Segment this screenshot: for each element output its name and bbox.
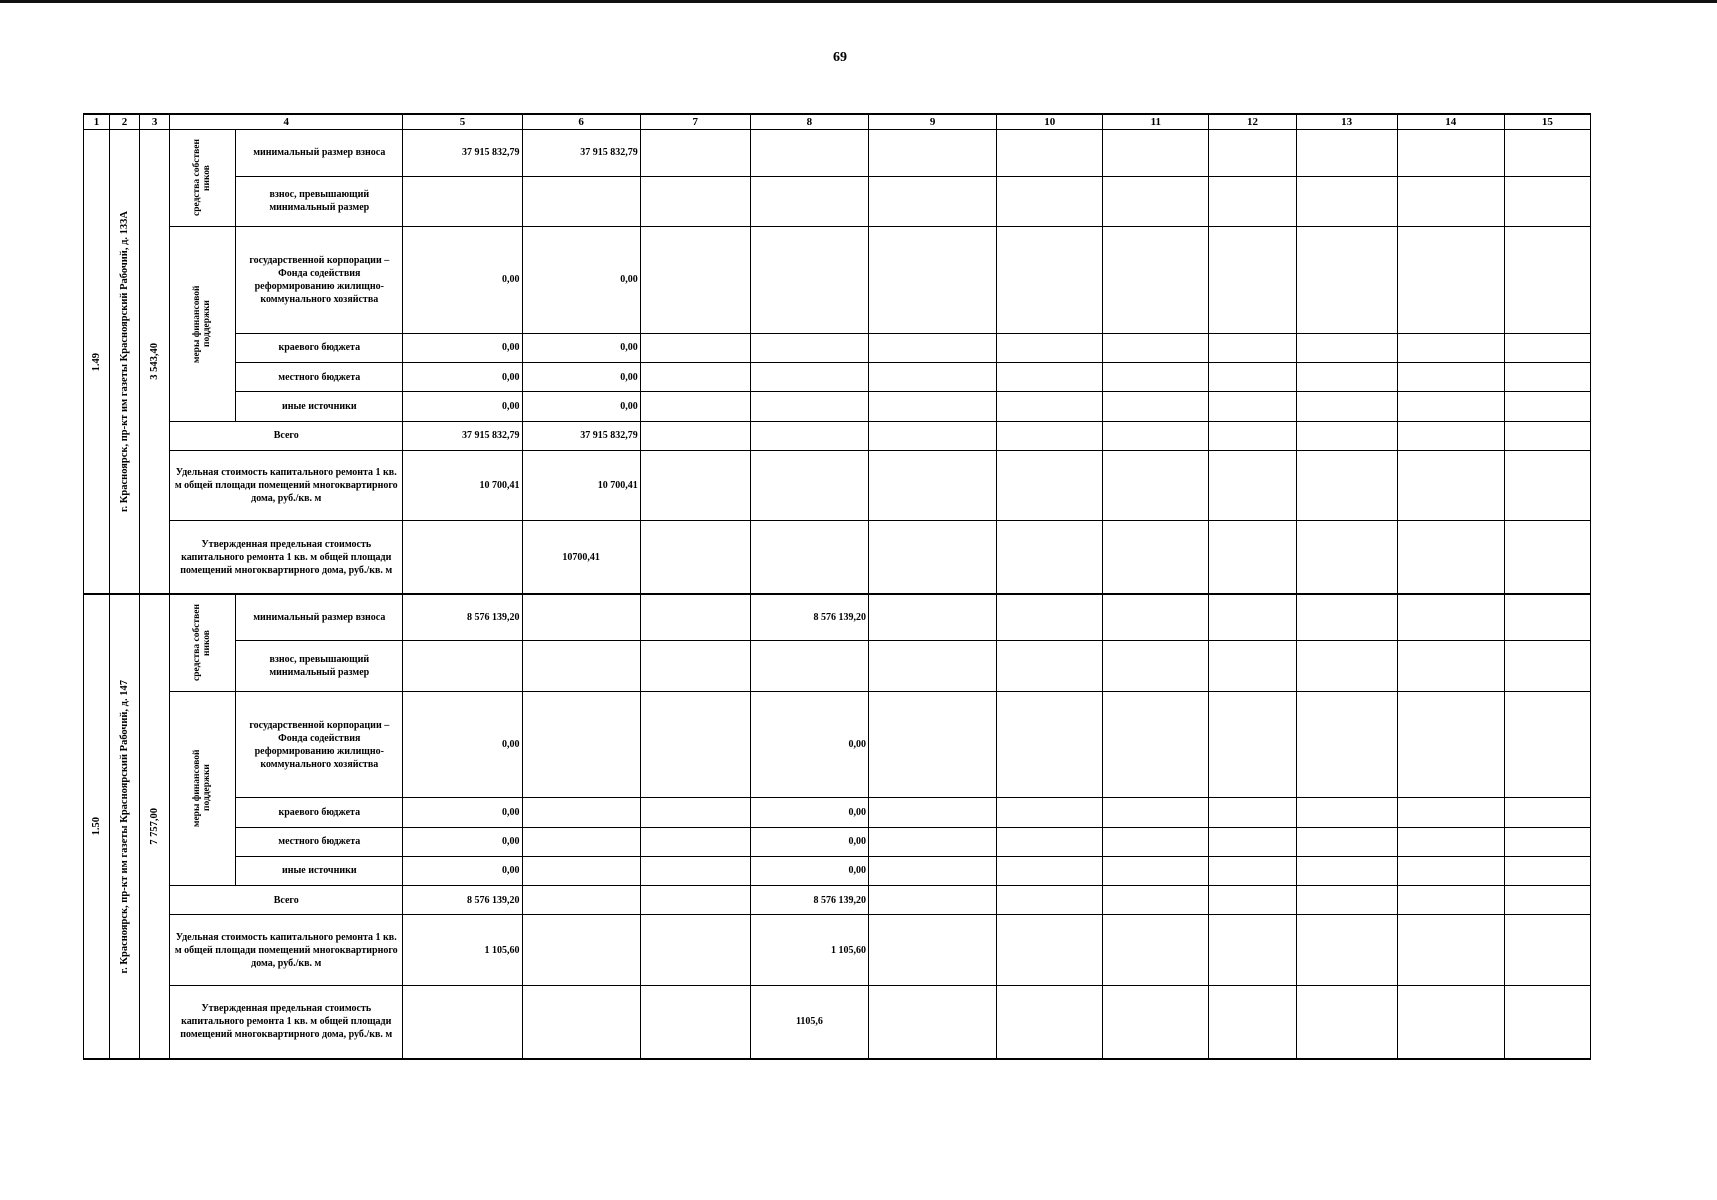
area-cell	[140, 130, 170, 595]
value-cell-col12	[1209, 450, 1296, 521]
value-cell-col10	[997, 915, 1103, 986]
row-label-local: местного бюджета	[236, 363, 403, 392]
value-cell-col5: 0,00	[403, 227, 522, 334]
value-cell-col14	[1397, 521, 1504, 595]
support-measures-group-text: меры финансовой поддержки	[191, 285, 212, 363]
col-header: 13	[1296, 114, 1397, 130]
value-cell-col10	[997, 827, 1103, 856]
value-cell-col13	[1296, 450, 1397, 521]
value-cell-col13	[1296, 886, 1397, 915]
row-label-fund: государственной корпорации – Фонда содействия реформированию жилищно-коммунального хозяйства	[236, 227, 403, 334]
value-cell-col7	[640, 691, 750, 798]
value-cell-col9	[869, 691, 997, 798]
value-cell-col14	[1397, 886, 1504, 915]
table-row	[84, 641, 1591, 691]
table-row	[84, 886, 1591, 915]
value-cell-col6: 10700,41	[522, 521, 640, 595]
value-cell-col10	[997, 594, 1103, 640]
col-header: 12	[1209, 114, 1296, 130]
support-measures-group	[170, 227, 236, 421]
value-cell-col15	[1504, 363, 1590, 392]
area-cell	[140, 594, 170, 1059]
value-cell-col5: 0,00	[403, 392, 522, 421]
value-cell-col12	[1209, 521, 1296, 595]
value-cell-col6	[522, 886, 640, 915]
col-header: 8	[750, 114, 868, 130]
value-cell-col5	[403, 176, 522, 226]
value-cell-col9	[869, 985, 997, 1059]
page-top-border	[0, 0, 1717, 3]
value-cell-col11	[1103, 886, 1209, 915]
value-cell-col15	[1504, 521, 1590, 595]
value-cell-col9	[869, 827, 997, 856]
capital-repair-table	[83, 113, 1591, 1060]
table-row	[84, 450, 1591, 521]
value-cell-col9	[869, 333, 997, 362]
value-cell-col6	[522, 985, 640, 1059]
value-cell-col11	[1103, 227, 1209, 334]
support-measures-group-text: меры финансовой поддержки	[191, 749, 212, 828]
value-cell-col8	[750, 521, 868, 595]
value-cell-col8	[750, 130, 868, 176]
row-label-other: иные источники	[236, 392, 403, 421]
table-row	[84, 985, 1591, 1059]
value-cell-col15	[1504, 827, 1590, 856]
value-cell-col12	[1209, 130, 1296, 176]
col-header: 15	[1504, 114, 1590, 130]
value-cell-col10	[997, 450, 1103, 521]
row-number	[84, 130, 110, 595]
value-cell-col8: 0,00	[750, 827, 868, 856]
value-cell-col14	[1397, 130, 1504, 176]
address-cell-text: г. Красноярск, пр-кт им газеты Красноярский Рабочий, д. 133А	[118, 211, 130, 513]
value-cell-col15	[1504, 886, 1590, 915]
value-cell-col7	[640, 594, 750, 640]
value-cell-col13	[1296, 691, 1397, 798]
value-cell-col14	[1397, 333, 1504, 362]
value-cell-col6	[522, 915, 640, 986]
value-cell-col6: 10 700,41	[522, 450, 640, 521]
value-cell-col12	[1209, 176, 1296, 226]
table-row	[84, 176, 1591, 226]
row-label-above-min: взнос, превышающий минимальный размер	[236, 176, 403, 226]
col-header: 14	[1397, 114, 1504, 130]
value-cell-col12	[1209, 641, 1296, 691]
value-cell-col5: 0,00	[403, 363, 522, 392]
value-cell-col8	[750, 392, 868, 421]
value-cell-col5: 10 700,41	[403, 450, 522, 521]
value-cell-col10	[997, 130, 1103, 176]
value-cell-col7	[640, 421, 750, 450]
col-header: 6	[522, 114, 640, 130]
value-cell-col15	[1504, 985, 1590, 1059]
value-cell-col12	[1209, 363, 1296, 392]
value-cell-col14	[1397, 798, 1504, 827]
row-label-above-min: взнос, превышающий минимальный размер	[236, 641, 403, 691]
value-cell-col15	[1504, 915, 1590, 986]
value-cell-col6: 0,00	[522, 392, 640, 421]
value-cell-col14	[1397, 691, 1504, 798]
value-cell-col7	[640, 392, 750, 421]
value-cell-col5	[403, 521, 522, 595]
value-cell-col6: 37 915 832,79	[522, 130, 640, 176]
col-header: 3	[140, 114, 170, 130]
address-cell-text: г. Красноярск, пр-кт им газеты Красноярский Рабочий, д. 147	[118, 679, 130, 974]
value-cell-col13	[1296, 915, 1397, 986]
table-row	[84, 856, 1591, 885]
value-cell-col8: 1105,6	[750, 985, 868, 1059]
row-label-unit-cost: Удельная стоимость капитального ремонта 1 кв. м общей площади помещений многоквартирного дома, руб./кв. м	[170, 450, 403, 521]
value-cell-col9	[869, 798, 997, 827]
value-cell-col8	[750, 450, 868, 521]
value-cell-col7	[640, 130, 750, 176]
value-cell-col12	[1209, 985, 1296, 1059]
value-cell-col11	[1103, 915, 1209, 986]
value-cell-col7	[640, 227, 750, 334]
value-cell-col5: 0,00	[403, 691, 522, 798]
value-cell-col8: 1 105,60	[750, 915, 868, 986]
value-cell-col14	[1397, 985, 1504, 1059]
value-cell-col9	[869, 176, 997, 226]
value-cell-col10	[997, 641, 1103, 691]
table-row	[84, 392, 1591, 421]
value-cell-col9	[869, 915, 997, 986]
value-cell-col14	[1397, 176, 1504, 226]
value-cell-col8: 0,00	[750, 798, 868, 827]
value-cell-col9	[869, 641, 997, 691]
value-cell-col5: 0,00	[403, 333, 522, 362]
value-cell-col14	[1397, 856, 1504, 885]
value-cell-col9	[869, 363, 997, 392]
value-cell-col6	[522, 827, 640, 856]
value-cell-col13	[1296, 130, 1397, 176]
value-cell-col8	[750, 641, 868, 691]
row-label-approved-cost: Утвержденная предельная стоимость капитального ремонта 1 кв. м общей площади помещений многоквартирного дома, руб./кв. м	[170, 985, 403, 1059]
col-header: 5	[403, 114, 522, 130]
value-cell-col7	[640, 985, 750, 1059]
value-cell-col9	[869, 421, 997, 450]
value-cell-col12	[1209, 333, 1296, 362]
value-cell-col15	[1504, 450, 1590, 521]
value-cell-col13	[1296, 827, 1397, 856]
value-cell-col9	[869, 594, 997, 640]
value-cell-col13	[1296, 363, 1397, 392]
value-cell-col13	[1296, 176, 1397, 226]
value-cell-col8	[750, 363, 868, 392]
value-cell-col13	[1296, 641, 1397, 691]
value-cell-col5: 8 576 139,20	[403, 886, 522, 915]
value-cell-col12	[1209, 856, 1296, 885]
value-cell-col5	[403, 641, 522, 691]
value-cell-col6: 0,00	[522, 227, 640, 334]
value-cell-col13	[1296, 392, 1397, 421]
value-cell-col13	[1296, 856, 1397, 885]
value-cell-col5: 37 915 832,79	[403, 130, 522, 176]
value-cell-col13	[1296, 521, 1397, 595]
value-cell-col10	[997, 363, 1103, 392]
value-cell-col11	[1103, 985, 1209, 1059]
support-measures-group	[170, 691, 236, 885]
value-cell-col5: 8 576 139,20	[403, 594, 522, 640]
value-cell-col11	[1103, 450, 1209, 521]
value-cell-col13	[1296, 985, 1397, 1059]
value-cell-col11	[1103, 333, 1209, 362]
value-cell-col7	[640, 827, 750, 856]
value-cell-col6	[522, 641, 640, 691]
value-cell-col15	[1504, 176, 1590, 226]
value-cell-col6: 0,00	[522, 363, 640, 392]
area-cell-text: 7 757,00	[148, 808, 160, 846]
col-header: 9	[869, 114, 997, 130]
value-cell-col11	[1103, 827, 1209, 856]
value-cell-col7	[640, 450, 750, 521]
value-cell-col12	[1209, 392, 1296, 421]
value-cell-col6	[522, 594, 640, 640]
value-cell-col7	[640, 641, 750, 691]
value-cell-col12	[1209, 886, 1296, 915]
page-number: 69	[833, 50, 847, 65]
value-cell-col7	[640, 915, 750, 986]
value-cell-col12	[1209, 594, 1296, 640]
value-cell-col11	[1103, 363, 1209, 392]
column-number-row	[84, 114, 1591, 130]
value-cell-col14	[1397, 594, 1504, 640]
value-cell-col11	[1103, 130, 1209, 176]
value-cell-col7	[640, 521, 750, 595]
table-row	[84, 333, 1591, 362]
value-cell-col8: 8 576 139,20	[750, 594, 868, 640]
value-cell-col5: 37 915 832,79	[403, 421, 522, 450]
value-cell-col9	[869, 392, 997, 421]
value-cell-col15	[1504, 421, 1590, 450]
value-cell-col9	[869, 130, 997, 176]
value-cell-col10	[997, 333, 1103, 362]
value-cell-col5: 0,00	[403, 798, 522, 827]
value-cell-col7	[640, 363, 750, 392]
value-cell-col6	[522, 176, 640, 226]
owners-funds-group-text: средства собствен ников	[191, 604, 212, 682]
value-cell-col10	[997, 886, 1103, 915]
value-cell-col13	[1296, 421, 1397, 450]
value-cell-col6: 0,00	[522, 333, 640, 362]
value-cell-col13	[1296, 594, 1397, 640]
value-cell-col10	[997, 985, 1103, 1059]
value-cell-col11	[1103, 421, 1209, 450]
value-cell-col12	[1209, 421, 1296, 450]
value-cell-col9	[869, 450, 997, 521]
value-cell-col8	[750, 227, 868, 334]
value-cell-col7	[640, 886, 750, 915]
value-cell-col7	[640, 333, 750, 362]
row-label-unit-cost: Удельная стоимость капитального ремонта 1 кв. м общей площади помещений многоквартирного дома, руб./кв. м	[170, 915, 403, 986]
value-cell-col15	[1504, 856, 1590, 885]
value-cell-col15	[1504, 392, 1590, 421]
value-cell-col7	[640, 856, 750, 885]
value-cell-col8	[750, 176, 868, 226]
value-cell-col11	[1103, 392, 1209, 421]
value-cell-col10	[997, 392, 1103, 421]
value-cell-col6	[522, 856, 640, 885]
value-cell-col5: 0,00	[403, 856, 522, 885]
address-cell	[110, 594, 140, 1059]
value-cell-col7	[640, 176, 750, 226]
value-cell-col11	[1103, 176, 1209, 226]
value-cell-col10	[997, 421, 1103, 450]
value-cell-col5	[403, 985, 522, 1059]
value-cell-col14	[1397, 227, 1504, 334]
value-cell-col7	[640, 798, 750, 827]
value-cell-col10	[997, 521, 1103, 595]
table-body	[84, 130, 1591, 1059]
value-cell-col14	[1397, 641, 1504, 691]
value-cell-col15	[1504, 691, 1590, 798]
value-cell-col11	[1103, 641, 1209, 691]
value-cell-col6	[522, 691, 640, 798]
value-cell-col11	[1103, 856, 1209, 885]
value-cell-col9	[869, 227, 997, 334]
value-cell-col13	[1296, 333, 1397, 362]
value-cell-col11	[1103, 521, 1209, 595]
value-cell-col15	[1504, 333, 1590, 362]
row-label-other: иные источники	[236, 856, 403, 885]
row-number-text: 1.49	[90, 352, 102, 372]
value-cell-col14	[1397, 392, 1504, 421]
value-cell-col15	[1504, 594, 1590, 640]
value-cell-col14	[1397, 450, 1504, 521]
value-cell-col15	[1504, 227, 1590, 334]
address-cell	[110, 130, 140, 595]
value-cell-col10	[997, 856, 1103, 885]
area-cell-text: 3 543,40	[148, 343, 160, 381]
value-cell-col12	[1209, 915, 1296, 986]
col-header: 10	[997, 114, 1103, 130]
row-label-min-contribution: минимальный размер взноса	[236, 594, 403, 640]
row-label-local: местного бюджета	[236, 827, 403, 856]
value-cell-col15	[1504, 130, 1590, 176]
value-cell-col10	[997, 798, 1103, 827]
value-cell-col15	[1504, 798, 1590, 827]
value-cell-col12	[1209, 798, 1296, 827]
table-row	[84, 363, 1591, 392]
table-row	[84, 915, 1591, 986]
table-row	[84, 227, 1591, 334]
row-label-approved-cost: Утвержденная предельная стоимость капитального ремонта 1 кв. м общей площади помещений многоквартирного дома, руб./кв. м	[170, 521, 403, 595]
col-header: 7	[640, 114, 750, 130]
value-cell-col6	[522, 798, 640, 827]
value-cell-col13	[1296, 798, 1397, 827]
value-cell-col10	[997, 691, 1103, 798]
table-row	[84, 130, 1591, 176]
value-cell-col13	[1296, 227, 1397, 334]
value-cell-col10	[997, 176, 1103, 226]
value-cell-col8	[750, 333, 868, 362]
value-cell-col8: 8 576 139,20	[750, 886, 868, 915]
row-label-regional: краевого бюджета	[236, 798, 403, 827]
owners-funds-group	[170, 594, 236, 691]
row-label-min-contribution: минимальный размер взноса	[236, 130, 403, 176]
col-header: 4	[170, 114, 403, 130]
value-cell-col9	[869, 521, 997, 595]
owners-funds-group	[170, 130, 236, 227]
table-row	[84, 421, 1591, 450]
row-number-text: 1.50	[90, 817, 102, 836]
value-cell-col8: 0,00	[750, 856, 868, 885]
col-header: 1	[84, 114, 110, 130]
row-label-total: Всего	[170, 886, 403, 915]
value-cell-col9	[869, 856, 997, 885]
value-cell-col14	[1397, 827, 1504, 856]
value-cell-col12	[1209, 227, 1296, 334]
table-row	[84, 827, 1591, 856]
row-label-fund: государственной корпорации – Фонда содействия реформированию жилищно-коммунального хозяйства	[236, 691, 403, 798]
table-row	[84, 798, 1591, 827]
value-cell-col12	[1209, 691, 1296, 798]
row-label-regional: краевого бюджета	[236, 333, 403, 362]
value-cell-col11	[1103, 691, 1209, 798]
value-cell-col15	[1504, 641, 1590, 691]
value-cell-col9	[869, 886, 997, 915]
value-cell-col14	[1397, 421, 1504, 450]
value-cell-col5: 0,00	[403, 827, 522, 856]
table-row	[84, 521, 1591, 595]
row-label-total: Всего	[170, 421, 403, 450]
value-cell-col10	[997, 227, 1103, 334]
value-cell-col11	[1103, 594, 1209, 640]
col-header: 11	[1103, 114, 1209, 130]
value-cell-col14	[1397, 363, 1504, 392]
value-cell-col11	[1103, 798, 1209, 827]
row-number	[84, 594, 110, 1059]
value-cell-col14	[1397, 915, 1504, 986]
value-cell-col8	[750, 421, 868, 450]
table-row	[84, 594, 1591, 640]
owners-funds-group-text: средства собствен ников	[191, 139, 212, 217]
value-cell-col6: 37 915 832,79	[522, 421, 640, 450]
value-cell-col8: 0,00	[750, 691, 868, 798]
value-cell-col5: 1 105,60	[403, 915, 522, 986]
col-header: 2	[110, 114, 140, 130]
value-cell-col12	[1209, 827, 1296, 856]
table-row	[84, 691, 1591, 798]
